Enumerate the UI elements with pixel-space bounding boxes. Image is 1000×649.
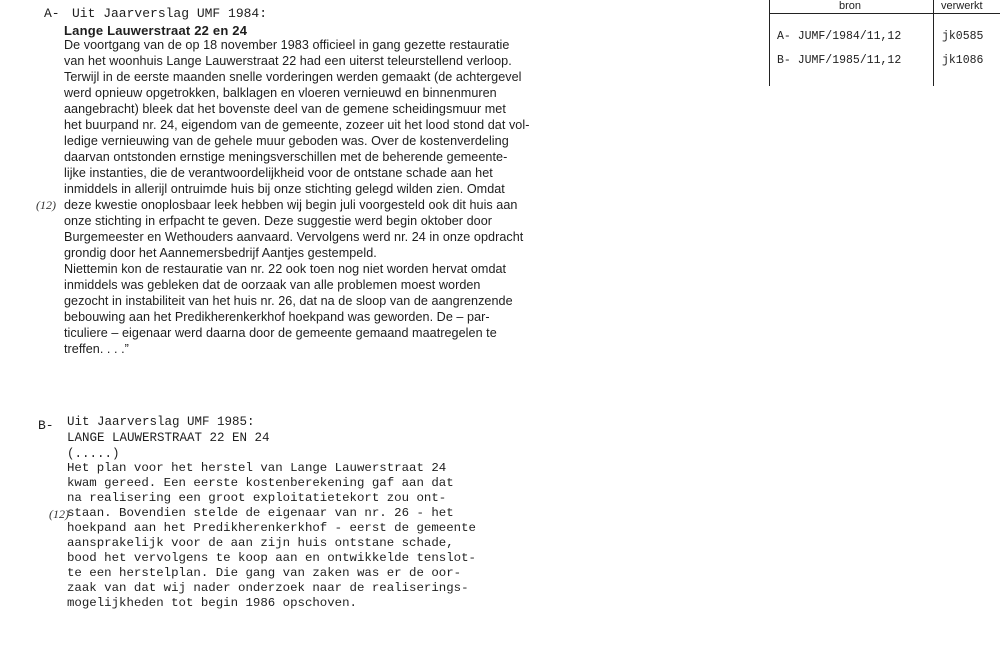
text-line: inmiddels was gebleken dat de oorzaak van alle problemen moest worden bbox=[64, 278, 481, 292]
text-line: aansprakelijk voor de aan zijn huis ontstane schade, bbox=[67, 536, 454, 550]
section-b-margin-note: (12) bbox=[49, 507, 69, 521]
text-line: grondig door het Aannemersbedrijf Aantjes gestempeld. bbox=[64, 246, 377, 260]
section-b-marker: B- bbox=[38, 418, 54, 433]
text-line: Niettemin kon de restauratie van nr. 22 ook toen nog niet worden hervat omdat bbox=[64, 262, 507, 276]
text-line: te een herstelplan. Die gang van zaken was er de oor- bbox=[67, 566, 462, 580]
text-line: treffen. . . .” bbox=[64, 342, 129, 356]
text-line: daarvan ontstonden ernstige meningsverschillen met de beherende gemeente- bbox=[64, 150, 508, 164]
section-a-title: Lange Lauwerstraat 22 en 24 bbox=[64, 23, 248, 38]
table-cell-source: A- JUMF/1984/11,12 bbox=[777, 30, 902, 43]
text-line: inmiddels in allerijl ontruimde huis bij onze stichting gelegd wilden zien. Omdat bbox=[64, 182, 505, 196]
text-line: bebouwing aan het Predikherenkerkhof hoekpand was geworden. De – par- bbox=[64, 310, 490, 324]
text-line: werd opnieuw opgetrokken, balklagen en vloeren vernieuwd en binnenmuren bbox=[64, 86, 497, 100]
text-line: zaak van dat wij nader onderzoek naar de realiserings- bbox=[67, 581, 469, 595]
text-line: gezocht in instabiliteit van het huis nr. 26, dat na de sloop van de aangrenzende bbox=[64, 294, 513, 308]
text-line: van het woonhuis Lange Lauwerstraat 22 had een uiterst teleurstellend verloop. bbox=[64, 54, 512, 68]
text-line: Terwijl in de eerste maanden snelle vorderingen werden gemaakt (de achtergevel bbox=[64, 70, 522, 84]
table-cell-processed: jk0585 bbox=[942, 30, 984, 43]
text-line: ledige vernieuwing van de gehele muur geboden was. Over de kostenverdeling bbox=[64, 134, 509, 148]
table-divider bbox=[769, 0, 770, 86]
text-line: onze stichting in erfpacht te geven. Deze suggestie werd begin oktober door bbox=[64, 214, 493, 228]
section-a-heading: Uit Jaarverslag UMF 1984: bbox=[72, 6, 268, 21]
source-table bbox=[769, 0, 1000, 86]
text-line: hoekpand aan het Predikherenkerkhof - eerst de gemeente bbox=[67, 521, 476, 535]
table-divider bbox=[769, 13, 1000, 14]
text-line: bood het vervolgens te koop aan en ontwikkelde tenslot- bbox=[67, 551, 476, 565]
section-a-marker: A- bbox=[44, 6, 60, 21]
section-b-title: LANGE LAUWERSTRAAT 22 EN 24 bbox=[67, 431, 270, 445]
text-line: deze kwestie onoplosbaar leek hebben wij begin juli voorgesteld ook dit huis aan bbox=[64, 198, 518, 212]
text-line: het buurpand nr. 24, eigendom van de gemeente, zozeer uit het lood stond dat vol- bbox=[64, 118, 530, 132]
text-line: mogelijkheden tot begin 1986 opschoven. bbox=[67, 596, 357, 610]
text-line: De voortgang van de op 18 november 1983 officieel in gang gezette restauratie bbox=[64, 38, 510, 52]
table-cell-source: B- JUMF/1985/11,12 bbox=[777, 54, 902, 67]
table-cell-processed: jk1086 bbox=[942, 54, 984, 67]
table-header-processed: verwerkt bbox=[941, 0, 983, 12]
text-line: aangebracht) bleek dat het bovenste deel van de gemene scheidingsmuur met bbox=[64, 102, 506, 116]
text-line: lijke instanties, die de verantwoordelijkheid voor de ontstane schade aan het bbox=[64, 166, 493, 180]
text-line: ticuliere – eigenaar werd daarna door de gemeente gemaand maatregelen te bbox=[64, 326, 497, 340]
section-b-ellipsis: (.....) bbox=[67, 447, 120, 461]
section-b-heading: Uit Jaarverslag UMF 1985: bbox=[67, 415, 255, 429]
table-divider bbox=[933, 0, 934, 86]
text-line: staan. Bovendien stelde de eigenaar van nr. 26 - het bbox=[67, 506, 454, 520]
text-line: Het plan voor het herstel van Lange Lauwerstraat 24 bbox=[67, 461, 447, 475]
text-line: kwam gereed. Een eerste kostenberekening gaf aan dat bbox=[67, 476, 454, 490]
text-line: na realisering een groot exploitatietekort zou ont- bbox=[67, 491, 447, 505]
section-a-margin-note: (12) bbox=[36, 198, 56, 212]
text-line: Burgemeester en Wethouders aanvaard. Vervolgens werd nr. 24 in onze opdracht bbox=[64, 230, 524, 244]
table-header-source: bron bbox=[839, 0, 862, 12]
